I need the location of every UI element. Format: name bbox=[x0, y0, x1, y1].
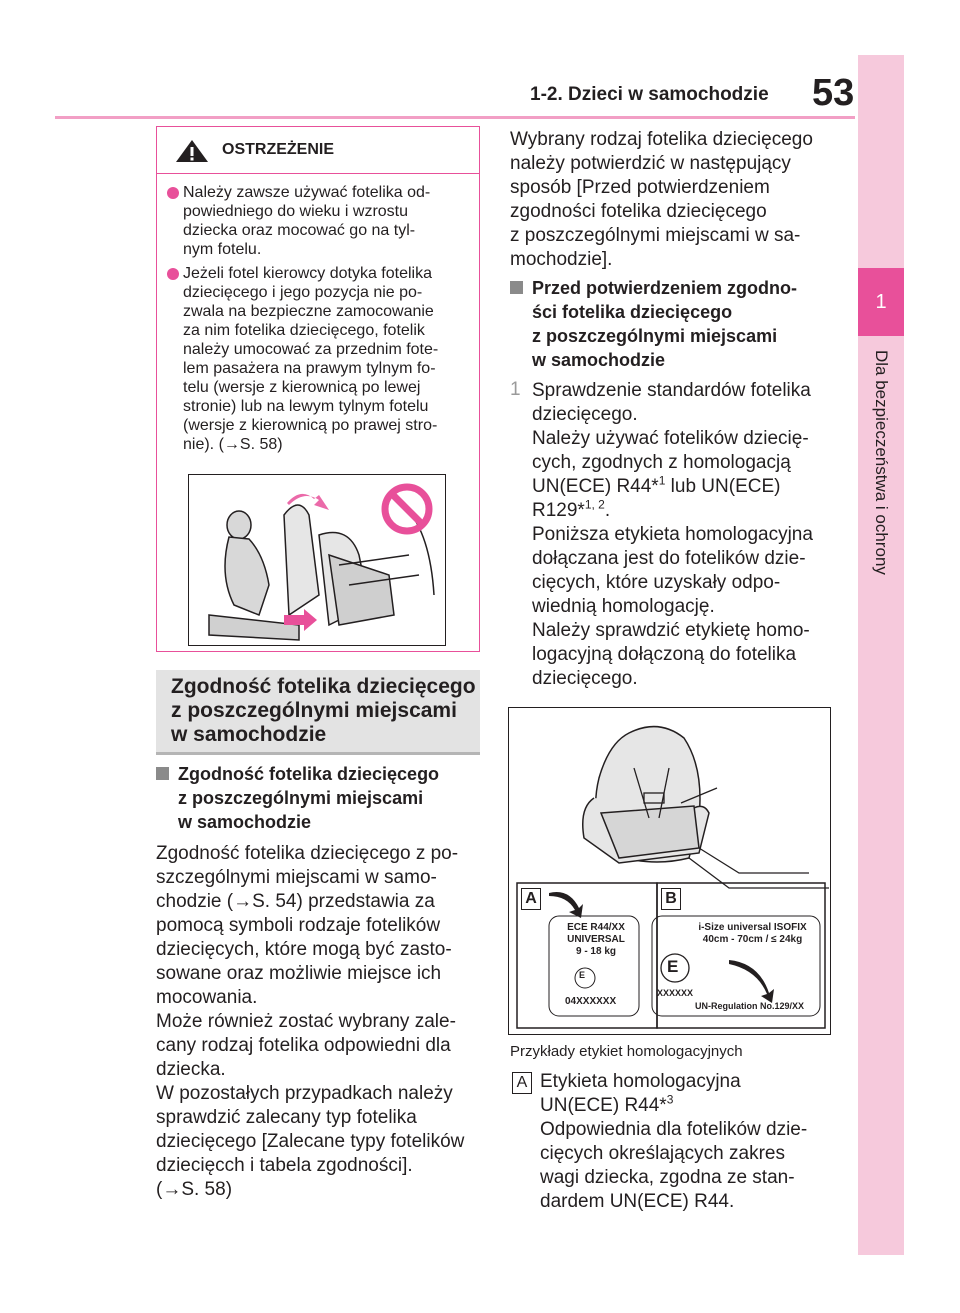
heading-line: z poszczególnymi miejscami bbox=[532, 326, 778, 346]
label-b-regulation: UN-Regulation No.129/XX bbox=[695, 1001, 805, 1011]
text-line: cięcych określających zakres bbox=[540, 1143, 785, 1164]
text-line: Należy używać fotelików dziecię- bbox=[532, 428, 809, 449]
text-line: Etykieta homologacyjna bbox=[540, 1071, 741, 1092]
warning-item bbox=[167, 264, 472, 454]
heading-line: z poszczególnymi miejscami bbox=[178, 788, 424, 808]
seat-illustration bbox=[188, 474, 446, 646]
label-b-code: XXXXXX bbox=[657, 988, 694, 998]
label-b-text: i-Size universal ISOFIX 40cm - 70cm / ≤ 24kg bbox=[698, 922, 807, 945]
text-line: (→S. 58) bbox=[156, 1179, 233, 1200]
section-header: 1-2. Dzieci w samochodzie bbox=[530, 84, 769, 105]
warning-item bbox=[167, 183, 472, 259]
text-line: pomocą symboli rodzaje fotelików bbox=[156, 915, 441, 936]
text-line: należy umocować za przednim fote- bbox=[183, 341, 439, 358]
side-tab-label: Dla bezpieczeństwa i ochrony bbox=[872, 350, 891, 575]
text-line: telu (wersje z kierownicą po lewej bbox=[183, 379, 421, 396]
text-line: chodzie (→S. 54) przedstawia za bbox=[156, 891, 435, 912]
text-line: zgodności fotelika dziecięcego bbox=[510, 201, 767, 222]
text-line: Należy sprawdzić etykietę homo- bbox=[532, 620, 810, 641]
text-line: dziecięcego i jego pozycja nie po- bbox=[183, 284, 423, 301]
heading-line: Przed potwierdzeniem zgodno- bbox=[532, 278, 798, 298]
side-tab-number[interactable]: 1 bbox=[858, 268, 904, 336]
text-line: Wybrany rodzaj fotelika dziecięcego bbox=[510, 129, 813, 150]
text-line: mocowania. bbox=[156, 987, 258, 1008]
e-mark: E bbox=[579, 970, 586, 980]
subheading bbox=[510, 276, 840, 372]
text-line: UN(ECE) R44*$^1$ lub UN(ECE) bbox=[532, 473, 781, 497]
text-line: dziecięcego [Zalecane typy fotelików bbox=[156, 1131, 465, 1152]
item-a-text bbox=[540, 1070, 840, 1214]
warning-header bbox=[157, 127, 479, 174]
text-line: powiedniego do wieku i wzrostu bbox=[183, 203, 409, 220]
text-line: cięcych, które uzyskały odpo- bbox=[532, 572, 781, 593]
heading-line: w samochodzie bbox=[532, 350, 666, 370]
step-number: 1 bbox=[510, 379, 521, 400]
bullet-dot-icon bbox=[167, 268, 179, 280]
figure-caption: Przykłady etykiet homologacyjnych bbox=[510, 1043, 743, 1060]
subheading bbox=[156, 762, 480, 834]
label-a-text: ECE R44/XX UNIVERSAL 9 - 18 kg bbox=[567, 922, 625, 957]
text-line: szczególnymi miejscami w samo- bbox=[156, 867, 437, 888]
label-b-marker: B bbox=[661, 888, 681, 910]
step-text bbox=[532, 379, 842, 691]
text-line: stronie) lub na lewym tylnym fotelu bbox=[183, 398, 429, 415]
text-line: wiednią homologację. bbox=[532, 596, 715, 617]
text-line: za nim fotelika dziecięcego, fotelik bbox=[183, 322, 425, 339]
heading-line: w samochodzie bbox=[178, 812, 312, 832]
label-a-code: 04XXXXXX bbox=[565, 996, 617, 1007]
text-line: cych, zgodnych z homologacją bbox=[532, 452, 791, 473]
side-tab bbox=[858, 55, 904, 1255]
text-line: z poszczególnymi miejscami w sa- bbox=[510, 225, 801, 246]
e-mark: E bbox=[667, 957, 679, 976]
section-heading-box bbox=[156, 670, 480, 755]
page-number: 53 bbox=[812, 72, 855, 114]
bullet-dot-icon bbox=[167, 187, 179, 199]
text-line: Może również zostać wybrany zale- bbox=[156, 1011, 456, 1032]
right-intro-text bbox=[510, 128, 840, 272]
heading-line: Zgodność fotelika dziecięcego bbox=[178, 764, 440, 784]
text-line: Jeżeli fotel kierowcy dotyka fotelika bbox=[183, 265, 432, 282]
text-line: cany rodzaj fotelika odpowiedni dla bbox=[156, 1035, 451, 1056]
heading-line: z poszczególnymi miejscami bbox=[171, 699, 457, 722]
text-line: Odpowiednia dla fotelików dzie- bbox=[540, 1119, 808, 1140]
seat-conflict-illustration bbox=[189, 475, 445, 645]
text-line: dziecka. bbox=[156, 1059, 226, 1080]
text-line: Sprawdzenie standardów fotelika bbox=[532, 380, 811, 401]
text-line: Poniższa etykieta homologacyjna bbox=[532, 524, 813, 545]
text-line: dziecięcego. bbox=[532, 404, 638, 425]
text-line: logacyjną dołączoną do fotelika bbox=[532, 644, 797, 665]
text-line: zwala na bezpieczne zamocowanie bbox=[183, 303, 434, 320]
text-line: dziecka oraz mocować go na tyl- bbox=[183, 222, 416, 239]
text-line: nym fotelu. bbox=[183, 241, 262, 258]
text-line: nie). (→S. 58) bbox=[183, 436, 283, 453]
section-heading bbox=[171, 675, 476, 747]
heading-line: ści fotelika dziecięcego bbox=[532, 302, 733, 322]
label-a-marker: A bbox=[512, 1072, 532, 1094]
text-line: sprawdzić zalecany typ fotelika bbox=[156, 1107, 417, 1128]
heading-line: Zgodność fotelika dziecięcego bbox=[171, 675, 476, 698]
heading-line: w samochodzie bbox=[171, 723, 327, 746]
text-line: Należy zawsze używać fotelika od- bbox=[183, 184, 431, 201]
approval-label-figure bbox=[508, 707, 831, 1035]
text-line: UN(ECE) R44*$^3$ bbox=[540, 1092, 674, 1116]
child-seat-illustration bbox=[509, 708, 830, 1034]
header-rule bbox=[55, 116, 855, 119]
text-line: dołączana jest do fotelików dzie- bbox=[532, 548, 806, 569]
warning-title: OSTRZEŻENIE bbox=[222, 141, 335, 158]
left-body-text bbox=[156, 842, 486, 1202]
text-line: W pozostałych przypadkach należy bbox=[156, 1083, 453, 1104]
square-bullet-icon bbox=[510, 281, 523, 294]
text-line: mochodzie]. bbox=[510, 249, 613, 270]
text-line: sposób [Przed potwierdzeniem bbox=[510, 177, 770, 198]
text-line: dardem UN(ECE) R44. bbox=[540, 1191, 735, 1212]
label-a-marker: A bbox=[521, 888, 541, 910]
text-line: lem pasażera na prawym tylnym fo- bbox=[183, 360, 436, 377]
text-line: dziecięcych, które mogą być zasto- bbox=[156, 939, 452, 960]
side-tab-label-wrap bbox=[858, 350, 904, 610]
warning-triangle-icon bbox=[175, 139, 209, 163]
square-bullet-icon bbox=[156, 767, 169, 780]
text-line: Zgodność fotelika dziecięcego z po- bbox=[156, 843, 459, 864]
text-line: sowane oraz możliwie miejsce ich bbox=[156, 963, 442, 984]
text-line: R129*$^{1, 2}$. bbox=[532, 497, 611, 521]
text-line: dziecięcego. bbox=[532, 668, 638, 689]
text-line: (wersje z kierownicą po prawej stro- bbox=[183, 417, 438, 434]
text-line: wagi dziecka, zgodna ze stan- bbox=[540, 1167, 795, 1188]
text-line: dziecięcch i tabela zgodności]. bbox=[156, 1155, 413, 1176]
text-line: należy potwierdzić w następujący bbox=[510, 153, 791, 174]
